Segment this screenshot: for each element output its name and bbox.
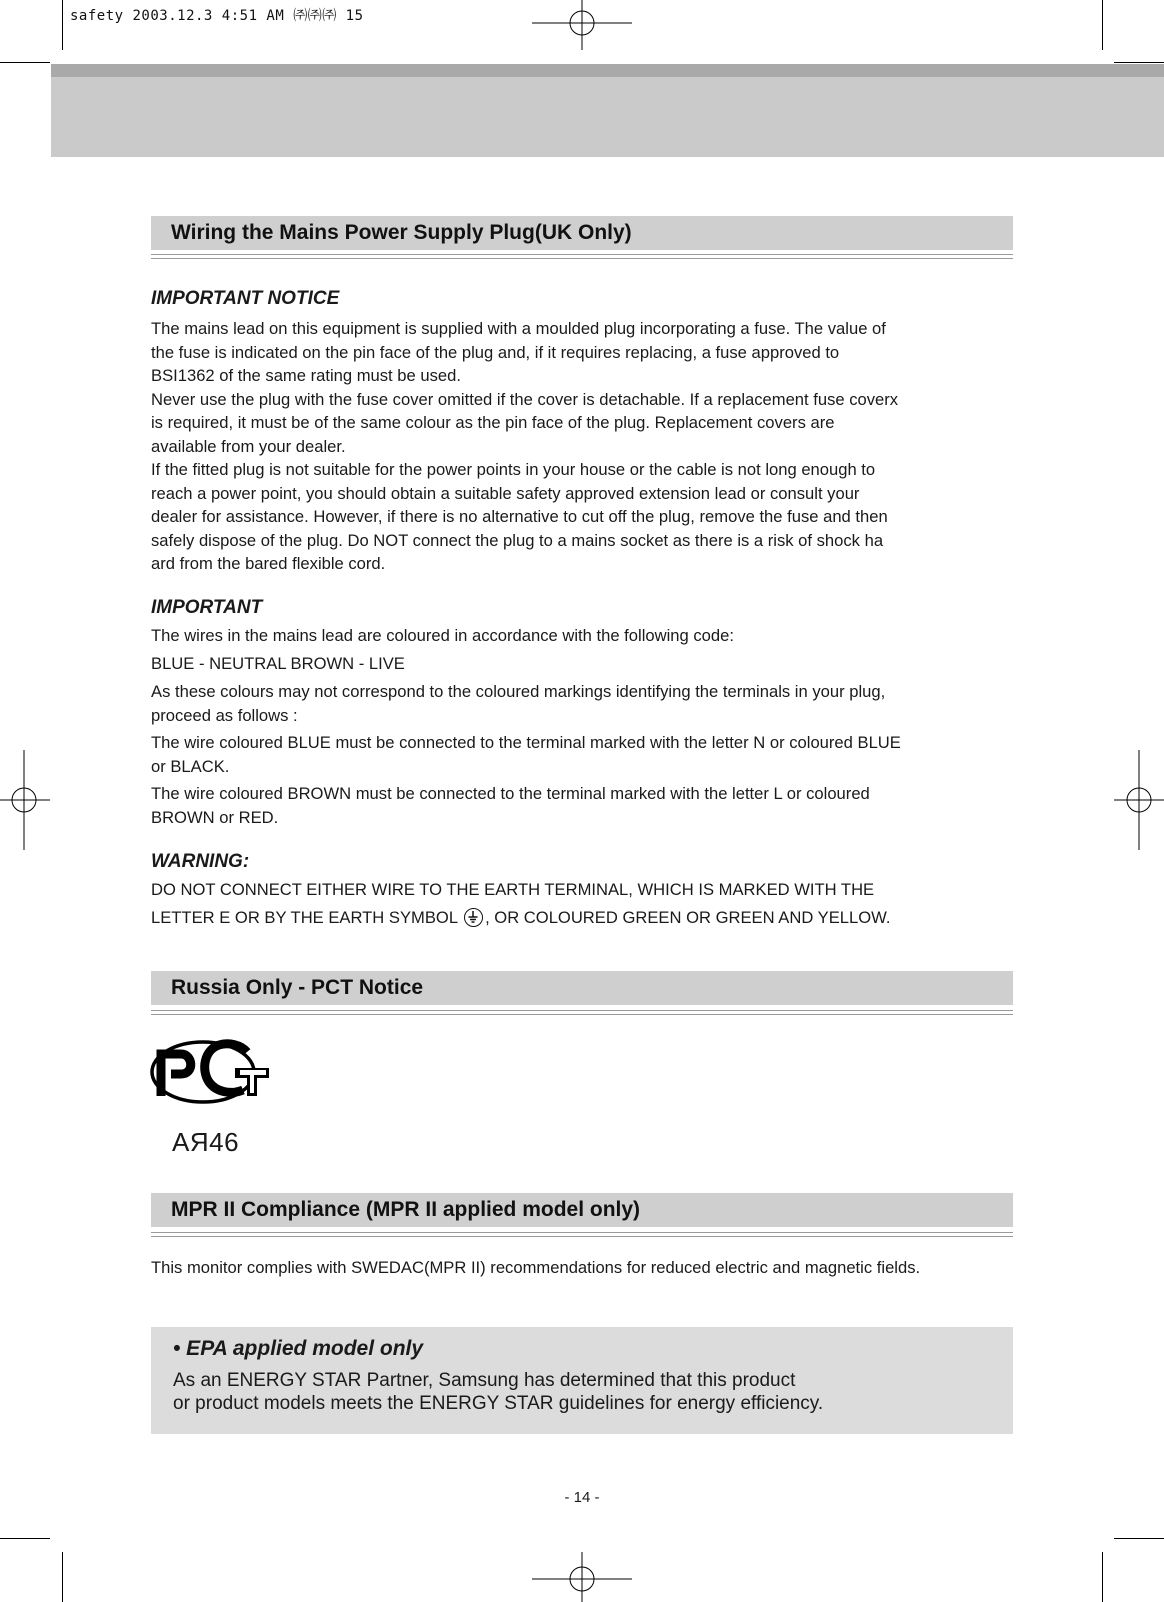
page-number: - 14 - <box>564 1489 600 1506</box>
epa-title: • EPA applied model only <box>173 1337 424 1360</box>
crop-mark <box>1114 62 1164 63</box>
wiring-body <box>151 288 1013 576</box>
crop-mark <box>1102 1552 1103 1602</box>
notice-line: ard from the bared flexible cord. <box>151 554 386 573</box>
warning-line: DO NOT CONNECT EITHER WIRE TO THE EARTH TERMINAL, WHICH IS MARKED WITH THE <box>151 880 875 899</box>
section-title-mpr: MPR II Compliance (MPR II applied model only) <box>151 1193 1013 1227</box>
blue-paragraph <box>151 731 1013 778</box>
pct-logo-code: АЯ46 <box>172 1127 240 1157</box>
warning-line-2 <box>151 906 1013 930</box>
epa-notice-box <box>151 1327 1013 1434</box>
registration-mark-top <box>532 0 632 50</box>
crop-mark <box>1102 0 1103 50</box>
code-intro: The wires in the mains lead are coloured in accordance with the following code: <box>151 626 734 645</box>
epa-line: or product models meets the ENERGY STAR guidelines for energy efficiency. <box>173 1393 824 1414</box>
registration-mark-left <box>0 750 50 850</box>
section-rule <box>151 1232 1013 1237</box>
notice-line: safely dispose of the plug. Do NOT connect the plug to a mains socket as there is a risk of shock ha <box>151 530 884 550</box>
notice-paragraph <box>151 317 1013 576</box>
warning-block <box>151 851 1013 929</box>
registration-mark-bottom <box>532 1552 632 1602</box>
mpr-text: This monitor complies with SWEDAC(MPR II) recommendations for reduced electric and magnetic fields. <box>151 1258 921 1277</box>
section-rule <box>151 254 1013 259</box>
warning-line-part: LETTER E OR BY THE EARTH SYMBOL <box>151 907 458 927</box>
epa-line: As an ENERGY STAR Partner, Samsung has determined that this product <box>173 1370 796 1391</box>
follow-paragraph <box>151 680 1013 727</box>
brown-line: BROWN or RED. <box>151 807 279 827</box>
warning-line-part: , OR COLOURED GREEN OR GREEN AND YELLOW. <box>485 907 891 927</box>
warning-heading: WARNING: <box>151 851 250 872</box>
notice-line: available from your dealer. <box>151 436 346 456</box>
header-band <box>51 64 1164 157</box>
code-line: BLUE - NEUTRAL BROWN - LIVE <box>151 653 405 673</box>
notice-line: reach a power point, you should obtain a suitable safety approved extension lead or consult your <box>151 483 860 503</box>
follow-line: proceed as follows : <box>151 705 298 725</box>
brown-line: The wire coloured BROWN must be connected to the terminal marked with the letter L or coloured <box>151 784 870 803</box>
important-notice-heading: IMPORTANT NOTICE <box>151 288 340 309</box>
notice-line: If the fitted plug is not suitable for the power points in your house or the cable is not long enough to <box>151 460 876 479</box>
notice-line: BSI1362 of the same rating must be used. <box>151 366 461 385</box>
brown-paragraph <box>151 782 1013 829</box>
registration-mark-right <box>1114 750 1164 850</box>
important-block <box>151 597 1013 829</box>
crop-mark <box>1114 1538 1164 1539</box>
crop-mark <box>62 0 63 50</box>
blue-line: The wire coloured BLUE must be connected to the terminal marked with the letter N or coloured BLUE <box>151 733 901 752</box>
notice-line: Never use the plug with the fuse cover omitted if the cover is detachable. If a replacement fuse coverx <box>151 389 899 409</box>
notice-line: dealer for assistance. However, if there is no alternative to cut off the plug, remove the fuse and then <box>151 507 888 526</box>
crop-mark <box>62 1552 63 1602</box>
crop-mark <box>0 1538 50 1539</box>
section-title-russia: Russia Only - PCT Notice <box>151 971 1013 1005</box>
notice-line: The mains lead on this equipment is supplied with a moulded plug incorporating a fuse. The value of <box>151 319 886 338</box>
printer-slug: safety 2003.12.3 4:51 AM ㈜㈜㈜ 15 <box>70 8 364 24</box>
notice-line: the fuse is indicated on the pin face of the plug and, if it requires replacing, a fuse approved to <box>151 342 840 362</box>
earth-symbol-icon <box>464 908 483 927</box>
notice-line: is required, it must be of the same colour as the pin face of the plug. Replacement covers are <box>151 413 835 432</box>
section-title-wiring: Wiring the Mains Power Supply Plug(UK Only) <box>151 216 1013 250</box>
follow-line: As these colours may not correspond to the coloured markings identifying the terminals in your plug, <box>151 682 886 701</box>
section-rule <box>151 1010 1013 1015</box>
important-heading: IMPORTANT <box>151 597 263 618</box>
blue-line: or BLACK. <box>151 756 230 776</box>
crop-mark <box>0 62 50 63</box>
pct-certification-logo <box>149 1038 279 1104</box>
